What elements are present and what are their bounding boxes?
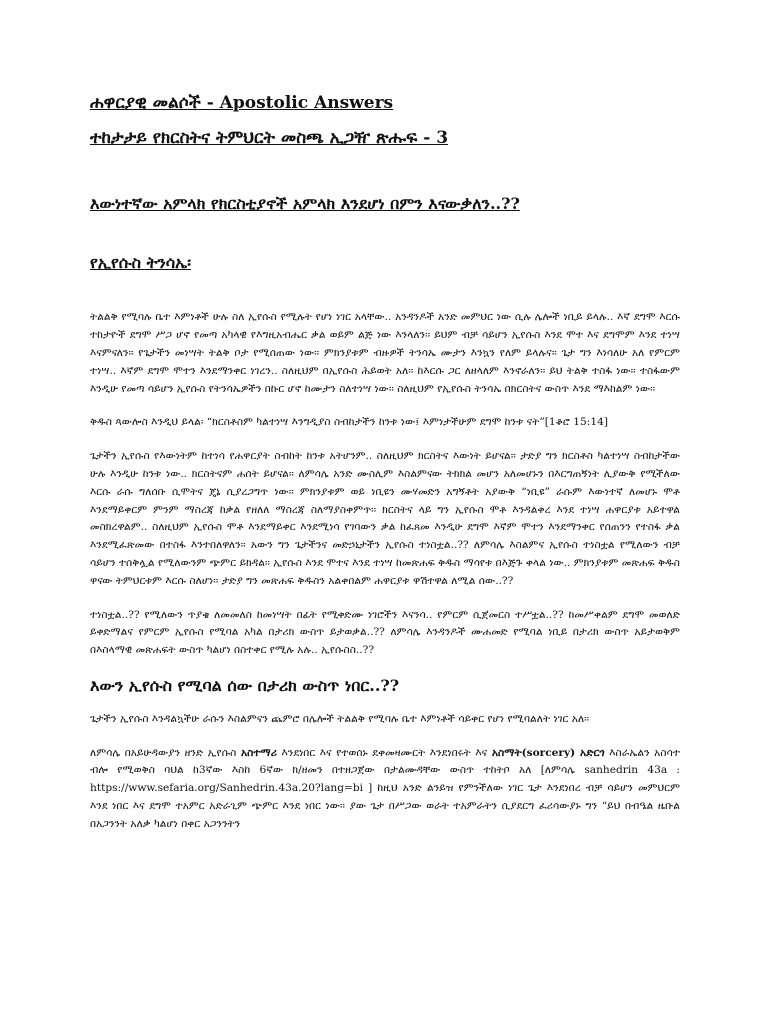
paragraph: ትልልቅ የሚባሉ ቤተ እምነቶች ሁሉ ስለ ኢየሱስ የሚሉት የሆነ ነገር አላቸው.. አንዳንዶች አንድ መምህር ነው ሲሉ ሌሎች ነቢይ ይላሉ.. እኛ ደግሞ እርሱ ተከታዮች ደግሞ ሥጋ ሆኖ የመጣ አካላዊ የእግዚአብሔር ቃል ወይም ልጅ ነው እንላለን፡፡ ይህም ብቻ ሳይሆን ኢየሱስ እንደ ሞተ እና ደግሞም እንደ ተነሣ እናምናለን፡፡ የጌታችን መነሣት ትልቅ ቦታ የሚሰጠው ነው፡፡ ምክንያቱም ብዙዎች ትንሳኤ ሙታን እንኳን የለም ይላሉና፡፡ ጌታ ግን እነሳለሁ አለ የምርም ተነሣ.. እኛም ደግሞ ሞተን እንደማንቀር ነገረን.. ስለዚህም በኢየሱስ ሕይወት አለ፡፡ ከእርሱ ጋር ለዘላለም እንኖራለን፡፡ ይህ ትልቅ ተስፋ ነው፡፡ ተስፋውም እንዲሁ የመጣ ሳይሆን ኢየሱስ የትንሳኤዎችን በኩር ሆኖ ከሙታን ስለተነሣ ነው፡፡ ስለዚህም የኢየሱስ ትንሳኤ በክርስትና ውስጥ እንደ ማእከልም ነው፡፡ xyxy=(90,311,680,395)
bold-term-sorcery: አስማት(sorcery) አድርጎ xyxy=(491,746,605,759)
text-span: እስራኤልን አስሳተ ብሎ የሚወቅስ ባህል ከ3ኛው እስከ 6ኛው ክ/ዘመን በተዘጋጀው በታልሙዳቸው ውስጥ ተከትቦ አለ [ለምሳሌ sanhedrin 43a : https://www.sefaria.org/Sanhedrin.43a.20?lang=bi ] ከዚህ አንድ ልንይዝ የምንችለው ነገር ጌታ እንደነበረ ብቻ ሳይሆን መምህርም እንደ ነበር እና ደግሞ ተአምር አድራጊም ጭምር እንደ ነበር ነው፡፡ ያው ጌታ በሥጋው ወራት ተአምራትን ሲያደርግ ፈሪሳውያኑ ግን “ይህ በብዔል ዜቡል በአጋንንት አለቃ ካልሆነ በቀር አጋንንትን xyxy=(90,746,680,830)
paragraph-quote: ቅዱስ ጳውሎስ እንዲህ ይላል፡ “ክርስቶስም ካልተነሣ እንግዲያስ ስብከታችን ከንቱ ነው፤ እምነታችሁም ደግሞ ከንቱ ናት”[1ቆሮ 15:14] xyxy=(90,416,608,429)
section-heading-history: እውን ኢየሱስ የሚባል ሰው በታሪክ ውስጥ ነበር..?? xyxy=(90,676,400,696)
paragraph: ጌታችን ኢየሱስ የእውነትም ከተነሳ የሐዋርያት ስብከት ከንቱ አትሆንም.. ስለዚህም ክርስትና እውነት ይሆናል፡፡ ታድያ ግን ክርስቶስ ካልተነሣ ስብከታችው ሁሉ እንዲሁ ከንቱ ነው.. ክርስትናም ሐሰት ይሆናል፡፡ ለምሳሌ አንድ ሙስሊም እስልምናው ትክክል መሆን አለመሆኑን በእርግጠኝነት ሊያውቅ የሚችለው እርሱ ራሱ ግለሰቡ ሲሞትና ጄኔ ሲያረጋግጥ ነው፡፡ ምክንያቱም ወይ ነቢዩን ሙሃመድን አግኝቶት አያውቅ “ነቢዩ” ራሱም እውነተኛ ለመሆኑ ሞቶ እንደማይቀርም ምንም ማስረጃ ከቃል የዘለለ ማስረጃ ስለማያስቀምጥ፡፡ ክርስትና ላይ ግን ኢየሱስ ሞቶ እንዳልቀረ እንደ ተነሣ ሐዋርያቱ አይተዋል መስክረዋልም.. ስለዚህም ኢየሱስ ሞቶ እንደማይቀር እንደሚነሳ የገባውን ቃል ከፈጸመ እንዲሁ ደግሞ እኛም ሞተን እንደማንቀር የሰጠንን የተስፋ ቃል እንደሚፈጽመው በተስፋ እንተበለዋለን፡፡ አውን ግን ጌታችንና መድኃኒታችን ኢየሱስ ተነስቷል..?? ለምሳሌ እስልምና ኢየሱስ ተነስቷል የሚለውን ብቻ ሳይሆን ተሰቅሏል የሚለውንም ጭምር ይክዳል፡፡ ኢየሱስ እንደ ሞተና እንደ ተነሣ ከመጽሐፍ ቅዱስ ማሳየቱ በእጅጉ ቀላል ነው.. ምክንያቱም መጽሐፍ ቅዱስ ዋናው ትምህርቱም እርሱ ስለሆነ፡፡ ታድያ ግን መጽሐፍ ቅዱስን አልቀበልም ሐዋርያቱ ዋሽተዋል ለሚል ሰው..?? xyxy=(90,450,680,587)
main-question-heading: እውነተኛው አምላክ የክርስቲያኖች አምላክ እንደሆነ በምን እናውቃለን..?? xyxy=(90,193,520,213)
section-heading-resurrection: የኢየሱስ ትንሳኤ፡ xyxy=(90,252,192,272)
paragraph xyxy=(90,745,680,834)
document-subtitle: ተከታታይ የክርስትና ትምህርት መስጫ ኢጋዥ ጽሑፍ - 3 xyxy=(90,127,449,148)
bold-term-teacher: አስተማሪ xyxy=(240,746,277,759)
text-span: ለምሳሌ በአይሁዳውያን ዘንድ ኢየሱስ xyxy=(90,746,237,759)
document-series-title: ሐዋርያዊ መልሶች - Apostolic Answers xyxy=(90,93,394,113)
paragraph: ጌታችን ኢየሱስ እንዳልኳችሁ ራሱን እስልምናን ጨምሮ በሌሎች ትልልቅ የሚባሉ ቤተ እምነቶች ሳይቀር የሆነ የሚባልለት ነገር አለ፡፡ xyxy=(90,712,590,725)
text-span: እንደነበር እና የተወሰኑ ደቀመዛሙርት እንደነበሩት እና xyxy=(281,746,488,759)
paragraph: ተነስቷል..?? የሚለውን ጥያቄ ለመመለስ ከመነሣት በፊት የሚቀድሙ ነገሮችን እናንሳ.. የምርም ሲጀመርስ ተሥቷል..?? ከመሥቀልም ደግሞ መወለድ ይቀድማልና የምርም ኢየሱስ የሚባል አካል በታሪክ ውስጥ ይታወቃል..?? ለምሳሌ እንዳንዶች ሙሐመድ የሚባል ነቢይ በታሪክ ውስጥ አይታወቅም በእስላማዊ መጽሐፍት ውስጥ ካልሆነ በስተቀር የሚሉ አሉ.. ኢየሱስስ..?? xyxy=(90,608,680,657)
